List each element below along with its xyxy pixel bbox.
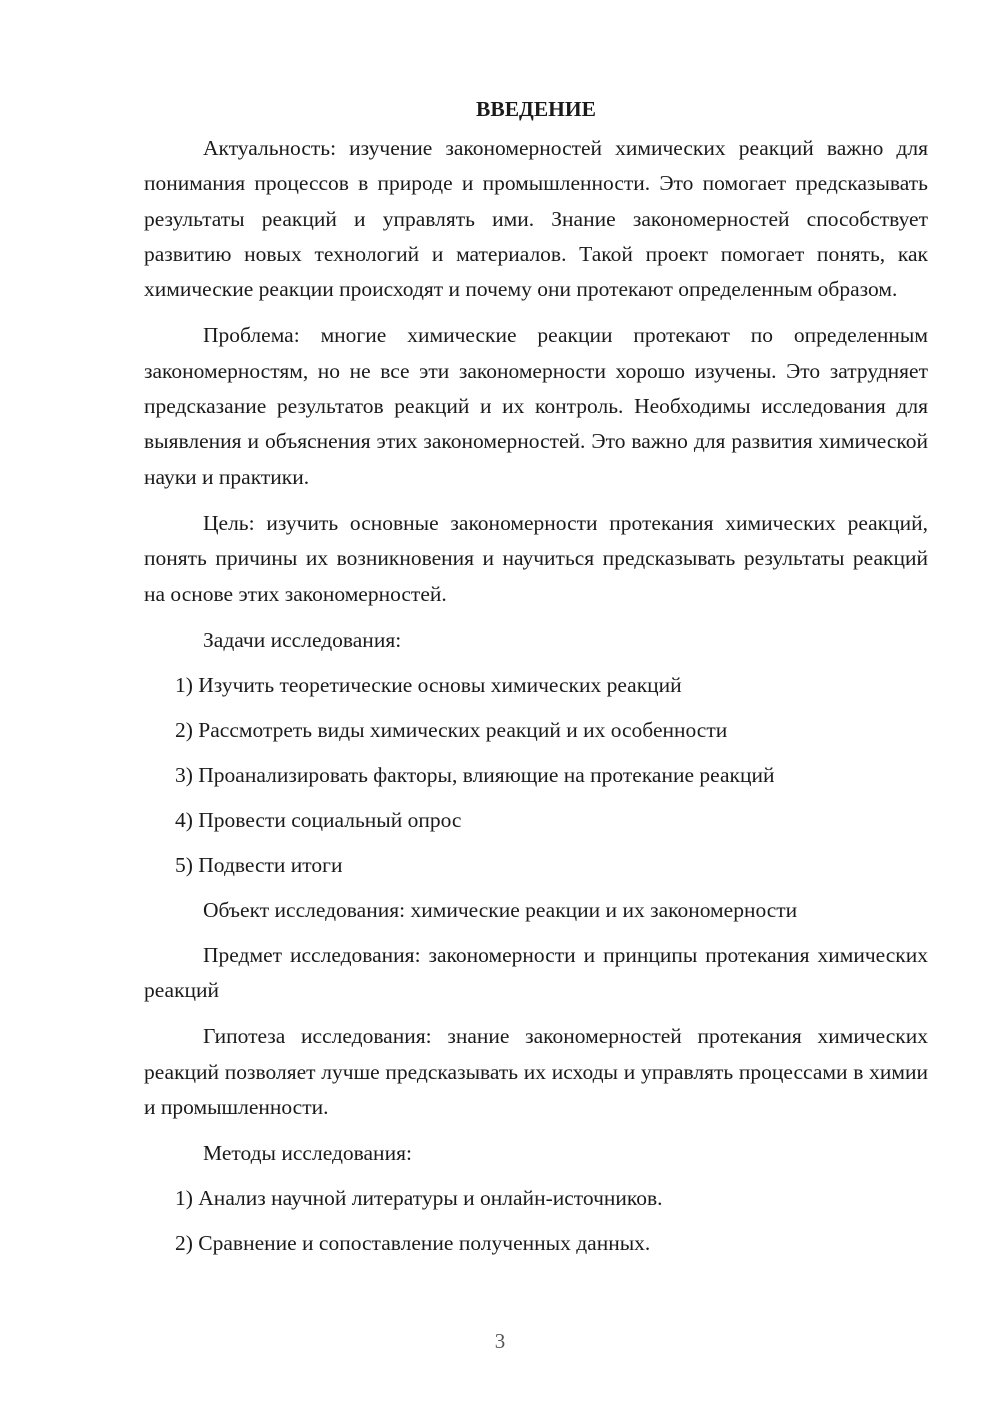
list-item: 2) Сравнение и сопоставление полученных данных. [175,1231,651,1256]
list-item: 5) Подвести итоги [175,852,343,877]
hypothesis-paragraph: Гипотеза исследования: знание закономерностей протекания химических реакций позволяет лучше предсказывать их исходы и управлять процессами в химии и промышленности. [144,1024,928,1120]
document-body [144,92,928,1271]
list-item: 4) Провести социальный опрос [175,807,462,832]
subject-paragraph: Предмет исследования: закономерности и принципы протекания химических реакций [144,942,928,1003]
list-item: 3) Проанализировать факторы, влияющие на протекание реакций [175,762,775,787]
problem-paragraph: Проблема: многие химические реакции протекают по определенным закономерностям, но не все эти закономерности хорошо изучены. Это затрудняет предсказание результатов реакций и их контроль. Необходимы исследования для выявления и объяснения этих закономерностей. Это важно для развития химической науки и практики. [144,323,928,489]
page-number: 3 [494,1329,506,1353]
goal-paragraph: Цель: изучить основные закономерности протекания химических реакций, понять причины их возникновения и научиться предсказывать результаты реакций на основе этих закономерностей. [144,510,928,606]
object-line: Объект исследования: химические реакции и их закономерности [203,897,798,922]
relevance-paragraph: Актуальность: изучение закономерностей химических реакций важно для понимания процессов в природе и промышленности. Это помогает предсказывать результаты реакций и управлять ими. Знание закономерностей способствует развитию новых технологий и материалов. Такой проект помогает понять, как химические реакции происходят и почему они протекают определенным образом. [144,136,928,302]
list-item: 1) Анализ научной литературы и онлайн-источников. [175,1186,663,1211]
tasks-list [144,668,928,883]
list-item: 2) Рассмотреть виды химических реакций и их особенности [175,717,728,742]
section-title: ВВЕДЕНИЕ [476,97,596,121]
methods-heading: Методы исследования: [203,1141,412,1166]
methods-list [144,1181,928,1261]
tasks-heading: Задачи исследования: [203,627,402,652]
list-item: 1) Изучить теоретические основы химических реакций [175,672,682,697]
